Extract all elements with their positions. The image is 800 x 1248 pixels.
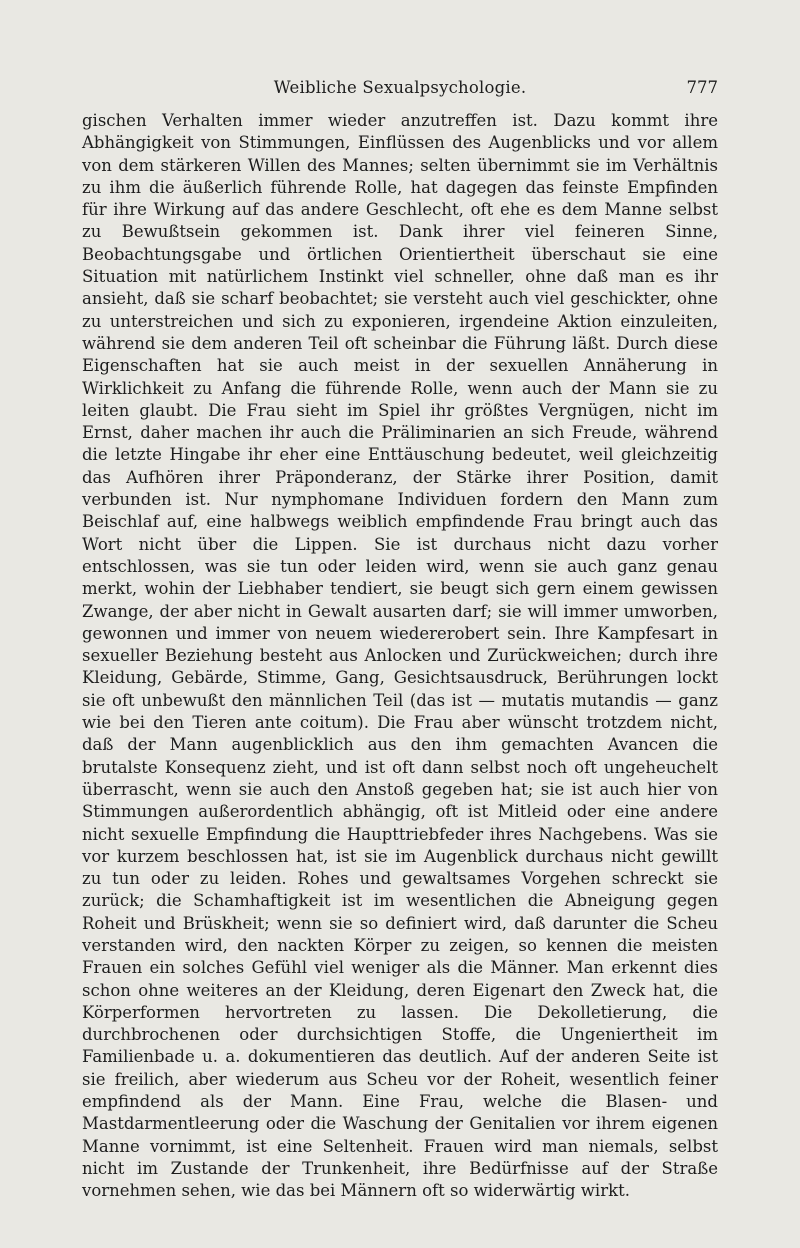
running-header <box>82 78 718 102</box>
body-paragraph: gischen Verhalten immer wieder anzutreffen ist. Dazu kommt ihre Abhängigkeit von Stimmungen, Einflüssen des Augenblicks und vor allem von dem stärkeren Willen des Mannes; selten übernimmt sie im Verhältnis zu ihm die äußerlich führende Rolle, hat dagegen das feinste Empfinden für ihre Wirkung auf das andere Geschlecht, oft ehe es dem Manne selbst zu Bewußtsein gekommen ist. Dank ihrer viel feineren Sinne, Beobachtungsgabe und örtlichen Orientiertheit überschaut sie eine Situation mit natürlichem Instinkt viel schneller, ohne daß man es ihr ansieht, daß sie scharf beobachtet; sie versteht auch viel geschickter, ohne zu unterstreichen und sich zu exponieren, irgendeine Aktion einzuleiten, während sie dem anderen Teil oft scheinbar die Führung läßt. Durch diese Eigenschaften hat sie auch meist in der sexuellen Annäherung in Wirklichkeit zu Anfang die führende Rolle, wenn auch der Mann sie zu leiten glaubt. Die Frau sieht im Spiel ihr größtes Vergnügen, nicht im Ernst, daher machen ihr auch die Präliminarien an sich Freude, während die letzte Hingabe ihr eher eine Enttäuschung bedeutet, weil gleichzeitig das Aufhören ihrer Präponderanz, der Stärke ihrer Position, damit verbunden ist. Nur nymphomane Individuen fordern den Mann zum Beischlaf auf, eine halbwegs weiblich empfindende Frau bringt auch das Wort nicht über die Lippen. Sie ist durchaus nicht dazu vorher entschlossen, was sie tun oder leiden wird, wenn sie auch ganz genau merkt, wohin der Liebhaber tendiert, sie beugt sich gern einem gewissen Zwange, der aber nicht in Gewalt ausarten darf; sie will immer umworben, gewonnen und immer von neuem wiedererobert sein. Ihre Kampfesart in sexueller Beziehung besteht aus Anlocken und Zurückweichen; durch ihre Kleidung, Gebärde, Stimme, Gang, Gesichtsausdruck, Berührungen lockt sie oft unbewußt den männlichen Teil (das ist — mutatis mutandis — ganz wie bei den Tieren ante coitum). Die Frau aber wünscht trotzdem nicht, daß der Mann augenblicklich aus den ihm gemachten Avancen die brutalste Konsequenz zieht, und ist oft dann selbst noch oft ungeheuchelt überrascht, wenn sie auch den Anstoß gegeben hat; sie ist auch hier von Stimmungen außerordentlich abhängig, oft ist Mitleid oder eine andere nicht sexuelle Empfindung die Haupttriebfeder ihres Nachgebens. Was sie vor kurzem beschlossen hat, ist sie im Augenblick durchaus nicht gewillt zu tun oder zu leiden. Rohes und gewaltsames Vorgehen schreckt sie zurück; die Schamhaftigkeit ist im wesentlichen die Abneigung gegen Roheit und Brüskheit; wenn sie so definiert wird, daß darunter die Scheu verstanden wird, den nackten Körper zu zeigen, so kennen die meisten Frauen ein solches Gefühl viel weniger als die Männer. Man erkennt dies schon ohne weiteres an der Kleidung, deren Eigenart den Zweck hat, die Körperformen hervortreten zu lassen. Die Dekolletierung, die durchbrochenen oder durchsichtigen Stoffe, die Ungeniertheit im Familienbade u. a. dokumentieren das deutlich. Auf der anderen Seite ist sie freilich, aber wiederum aus Scheu vor der Roheit, wesentlich feiner empfindend als der Mann. Eine Frau, welche die Blasen- und Mastdarmentleerung oder die Waschung der Genitalien vor ihrem eigenen Manne vornimmt, ist eine Seltenheit. Frauen wird man niemals, selbst nicht im Zustande der Trunkenheit, ihre Bedürfnisse auf der Straße vornehmen sehen, wie das bei Männern oft so widerwärtig wirkt. <box>82 111 718 1201</box>
running-title: Weibliche Sexualpsychologie. <box>273 78 527 97</box>
page-number: 777 <box>686 78 718 97</box>
